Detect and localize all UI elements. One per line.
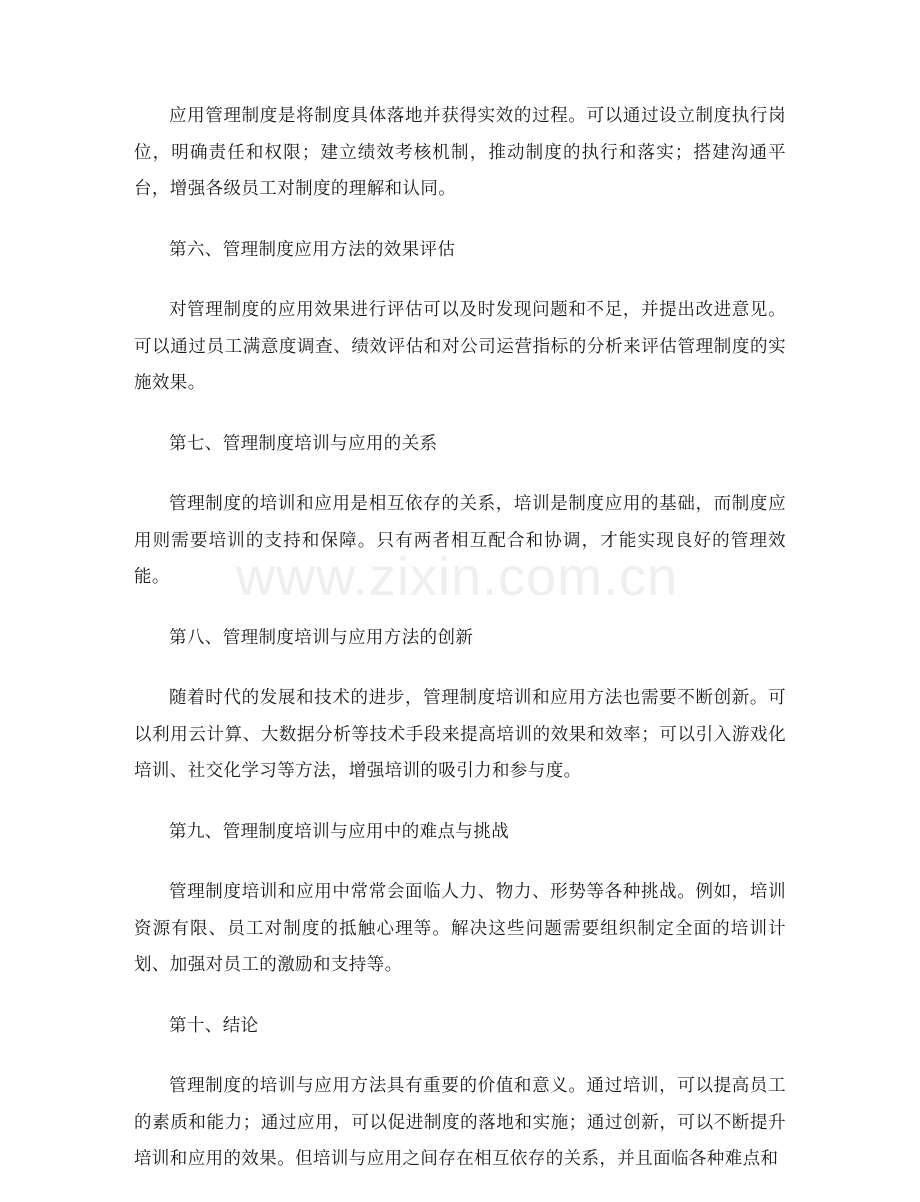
paragraph-application: 应用管理制度是将制度具体落地并获得实效的过程。可以通过设立制度执行岗位，明确责任和权限；建立绩效考核机制，推动制度的执行和落实；搭建沟通平台，增强各级员工对制度的理解和认同。 [134, 106, 786, 199]
section-heading-10: 第十、结论 [169, 1015, 259, 1036]
section-heading-9: 第九、管理制度培训与应用中的难点与挑战 [169, 821, 510, 842]
paragraph-relationship: 管理制度的培训和应用是相互依存的关系，培训是制度应用的基础，而制度应用则需要培训的支持和保障。只有两者相互配合和协调，才能实现良好的管理效能。 [134, 494, 786, 587]
paragraph-innovation: 随着时代的发展和技术的进步，管理制度培训和应用方法也需要不断创新。可以利用云计算、大数据分析等技术手段来提高培训的效果和效率；可以引入游戏化培训、社交化学习等方法，增强培训的吸引力和参与度。 [134, 688, 786, 781]
section-heading-6: 第六、管理制度应用方法的效果评估 [169, 239, 456, 260]
watermark: www.zixin.com.cn [236, 547, 679, 607]
document-body [134, 98, 786, 1202]
paragraph-evaluation: 对管理制度的应用效果进行评估可以及时发现问题和不足，并提出改进意见。可以通过员工满意度调查、绩效评估和对公司运营指标的分析来评估管理制度的实施效果。 [134, 300, 786, 393]
section-heading-7: 第七、管理制度培训与应用的关系 [169, 433, 438, 454]
paragraph-conclusion: 管理制度的培训与应用方法具有重要的价值和意义。通过培训，可以提高员工的素质和能力；通过应用，可以促进制度的落地和实施；通过创新，可以不断提升培训和应用的效果。但培训与应用之间存在相互依存的关系，并且面临各种难点和 [134, 1076, 786, 1169]
section-heading-8: 第八、管理制度培训与应用方法的创新 [169, 627, 474, 648]
paragraph-challenges: 管理制度培训和应用中常常会面临人力、物力、形势等各种挑战。例如，培训资源有限、员工对制度的抵触心理等。解决这些问题需要组织制定全面的培训计划、加强对员工的激励和支持等。 [134, 882, 786, 975]
